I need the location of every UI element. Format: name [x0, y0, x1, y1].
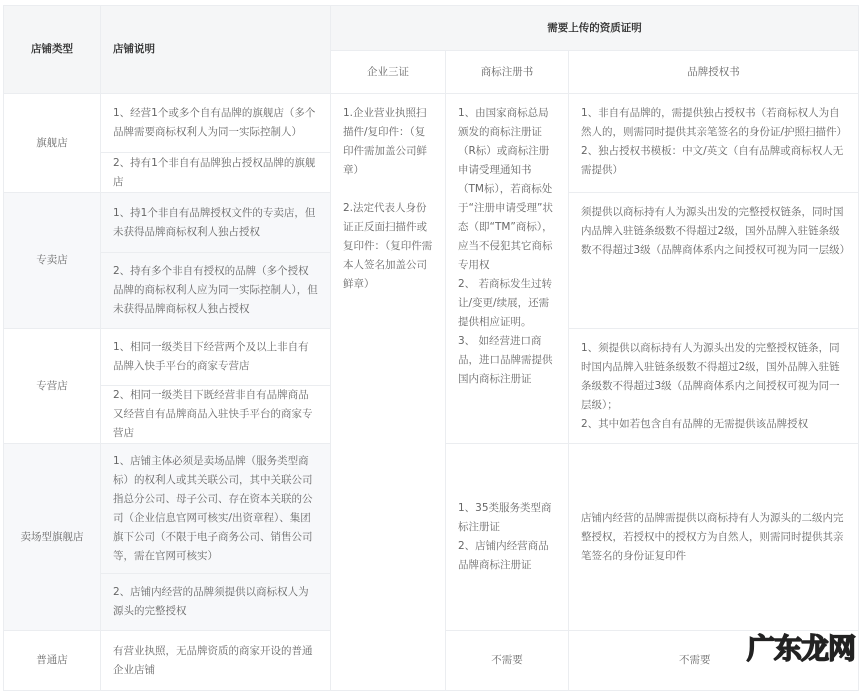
brand-auth-cell: 须提供以商标持有人为源头出发的完整授权链条，同时国内品牌入驻链条级数不得超过2级，国外品牌入驻链条级数不得超过3级（品牌商体系内之间授权可视为同一层级）: [569, 193, 859, 329]
brand-auth-cell: 不需要: [569, 631, 859, 691]
trademark-text: 1、35类服务类型商标注册证: [458, 502, 552, 533]
store-type-regular: 普通店: [4, 631, 101, 691]
enterprise-doc-1: 1.企业营业执照扫描件/复印件：（复印件需加盖公司鲜章）: [343, 107, 427, 176]
store-type-flagship: 旗舰店: [4, 94, 101, 193]
trademark-text: 2、店铺内经营商品品牌商标注册证: [458, 540, 549, 571]
header-docs-title: 需要上传的资质证明: [331, 6, 859, 51]
store-desc: 2、相同一级类目下既经营非自有品牌商品又经营自有品牌商品入驻快手平台的商家专营店: [101, 386, 331, 444]
store-desc: 1、相同一级类目下经营两个及以上非自有品牌入快手平台的商家专营店: [101, 329, 331, 386]
trademark-req-3: 3、 如经营进口商品，进口品牌需提供国内商标注册证: [458, 335, 553, 385]
store-desc: 1、持1个非自有品牌授权文件的专卖店，但未获得品牌商标权利人独占授权: [101, 193, 331, 253]
store-type-mall-flagship: 卖场型旗舰店: [4, 444, 101, 631]
enterprise-doc-2: 2.法定代表人身份证正反面扫描件或复印件：（复印件需本人签名加盖公司鲜章）: [343, 202, 433, 290]
header-trademark: 商标注册书: [446, 51, 569, 94]
store-type-exclusive: 专卖店: [4, 193, 101, 329]
header-store-type: 店铺类型: [4, 6, 101, 94]
store-desc: 1、经营1个或多个自有品牌的旗舰店（多个品牌需要商标权利人为同一实际控制人）: [101, 94, 331, 153]
brand-auth-text: 2、其中如若包含自有品牌的无需提供该品牌授权: [581, 417, 809, 430]
watermark-logo: 广东龙网: [746, 632, 855, 665]
header-store-desc: 店铺说明: [101, 6, 331, 94]
trademark-cell: [446, 444, 569, 631]
store-desc: 2、店铺内经营的品牌须提供以商标权人为源头的完整授权: [101, 574, 331, 631]
brand-auth-text: 2、独占授权书模板：中文/英文（自有品牌或商标权人无需提供）: [581, 145, 844, 176]
store-desc: 2、持有多个非自有授权的品牌（多个授权品牌的商标权利人应为同一实际控制人），但未获得品牌商标权人独占授权: [101, 253, 331, 329]
store-desc: 2、持有1个非自有品牌独占授权品牌的旗舰店: [101, 153, 331, 193]
brand-auth-cell: 店铺内经营的品牌需提供以商标持有人为源头的二级内完整授权，若授权中的授权方为自然人，则需同时提供其亲笔签名的身份证复印件: [569, 444, 859, 631]
trademark-cell: 不需要: [446, 631, 569, 691]
header-brand-auth: 品牌授权书: [569, 51, 859, 94]
brand-auth-cell: [569, 94, 859, 193]
brand-auth-cell: [569, 329, 859, 444]
brand-auth-text: 1、非自有品牌的，需提供独占授权书（若商标权人为自然人的，则需同时提供其亲笔签名的身份证/护照扫描件）: [581, 107, 848, 138]
header-enterprise: 企业三证: [331, 51, 446, 94]
qualification-table: [3, 5, 859, 691]
trademark-shared-cell: [446, 94, 569, 444]
store-desc: 1、店铺主体必须是卖场品牌（服务类型商标）的权利人或其关联公司，其中关联公司指总分公司、母子公司、存在资本关联的公司（企业信息官网可核实/出资章程）、集团旗下公司（不限于电子商务公司、销售公司等，需在官网可核实）: [101, 444, 331, 574]
trademark-req-1: 1、由国家商标总局颁发的商标注册证（R标）或商标注册申请受理通知书（TM标），若商标处于“注册申请受理”状态（即“TM”商标），应当不侵犯其它商标专用权: [458, 107, 553, 271]
trademark-req-2: 2、 若商标发生过转让/变更/续展，还需提供相应证明。: [458, 278, 553, 328]
brand-auth-text: 1、须提供以商标持有人为源头出发的完整授权链条，同时国内品牌入驻链条级数不得超过2级，国外品牌入驻链条级数不得超过3级（品牌商体系内之间授权可视为同一层级）；: [581, 341, 840, 411]
store-type-specialty: 专营店: [4, 329, 101, 444]
store-desc: 有营业执照，无品牌资质的商家开设的普通企业店铺: [101, 631, 331, 691]
enterprise-docs-cell: [331, 94, 446, 691]
